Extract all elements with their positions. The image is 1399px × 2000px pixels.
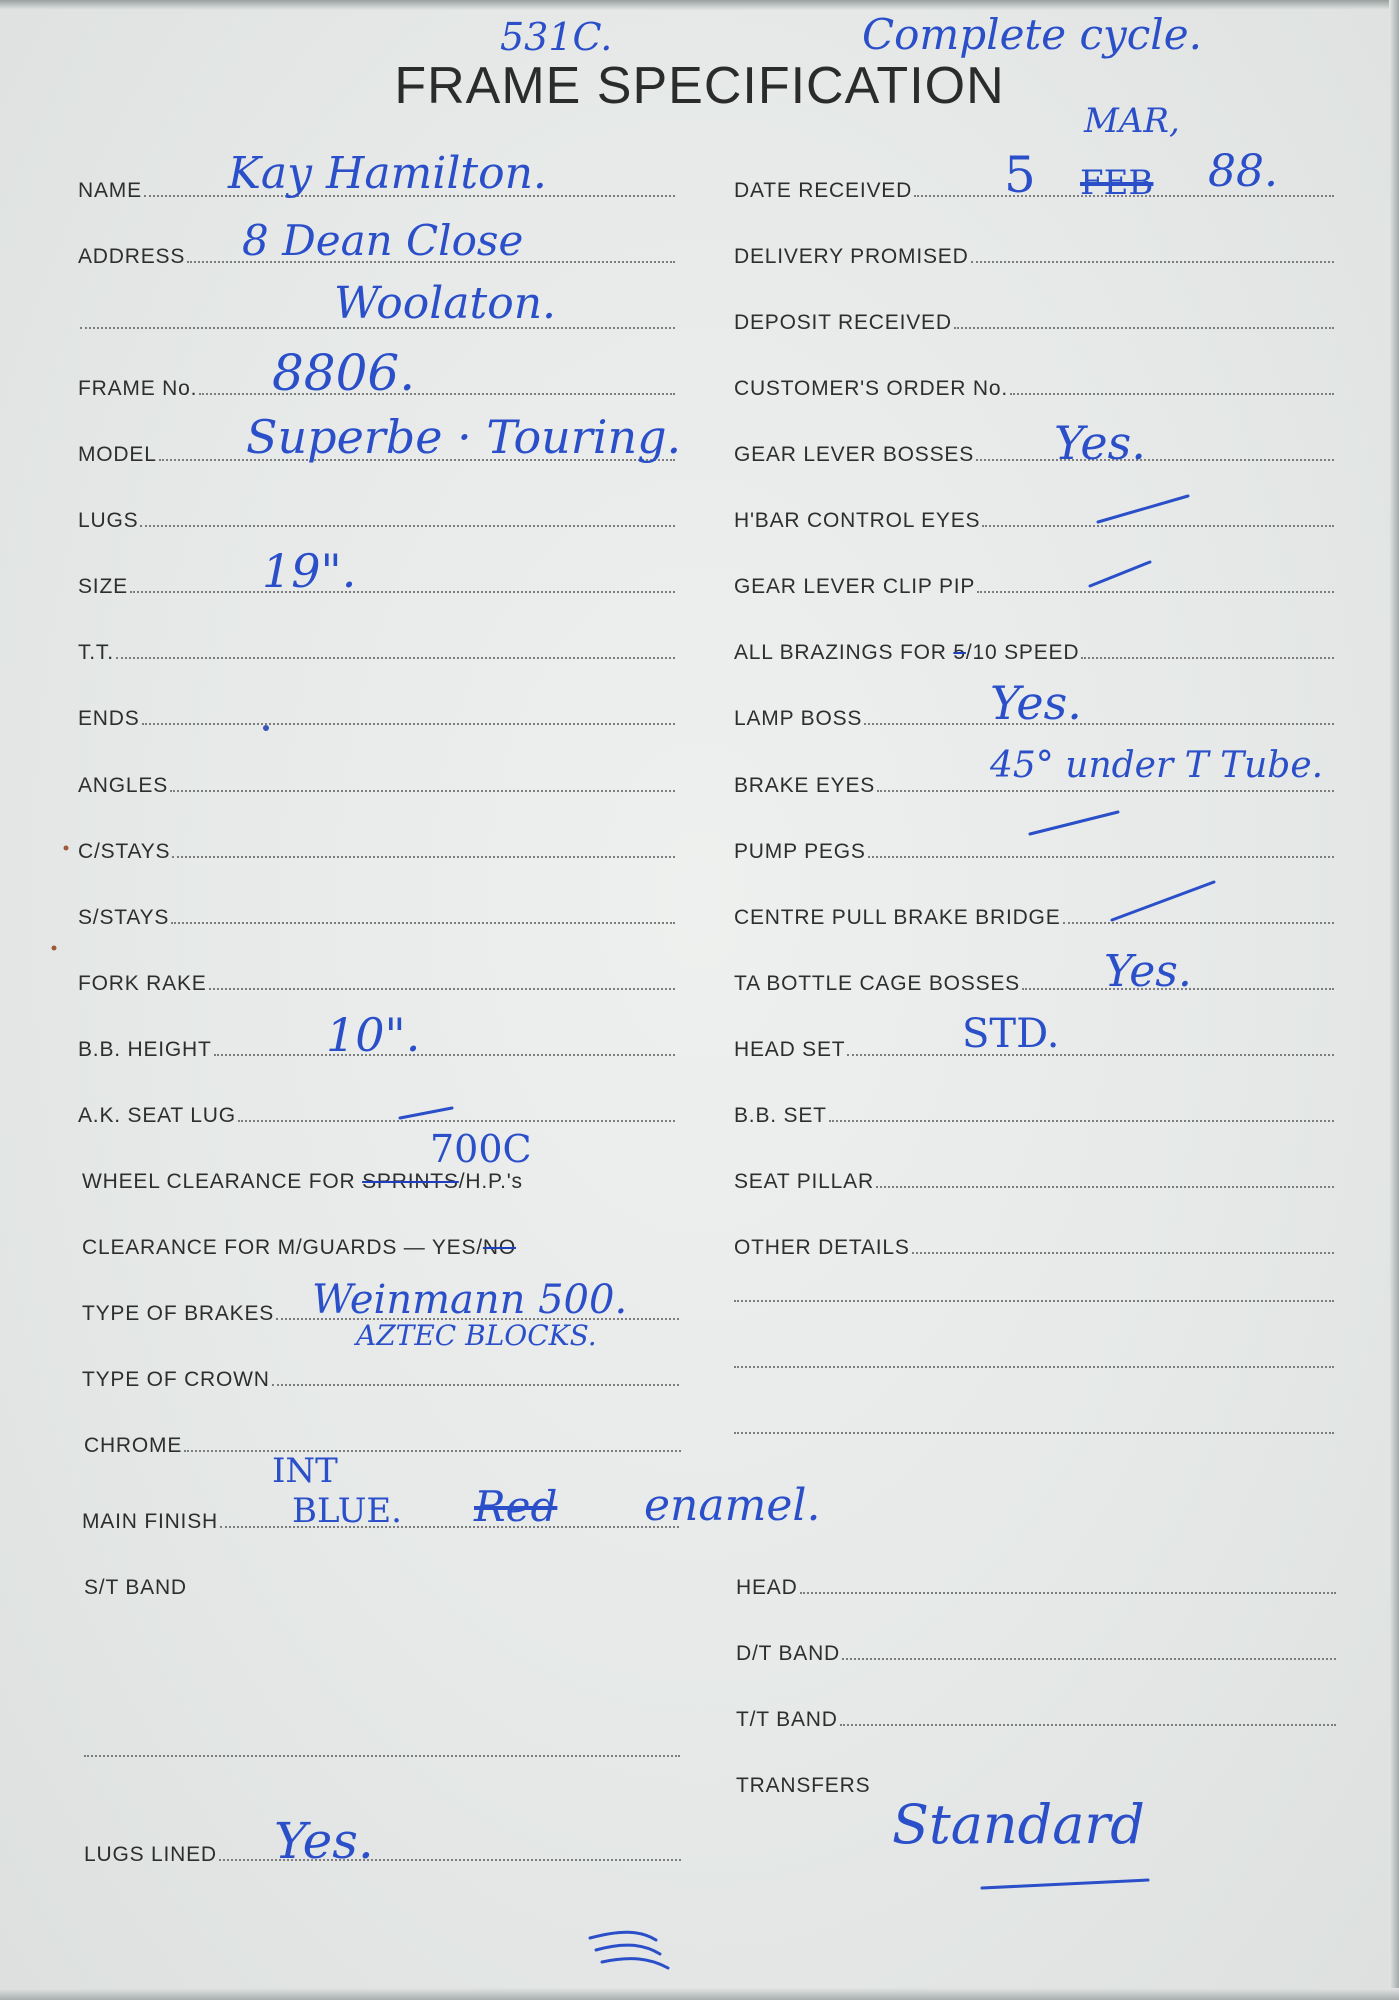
- field-st-band: S/T BAND: [84, 1576, 187, 1599]
- field-lamp-boss: LAMP BOSS: [734, 700, 1334, 730]
- field-c-stays: C/STAYS: [78, 833, 675, 863]
- field-bb-height: B.B. HEIGHT: [78, 1031, 675, 1061]
- field-centre-pull-brake-bridge: CENTRE PULL BRAKE BRIDGE: [734, 899, 1334, 929]
- hw-ref-number: 531C.: [500, 15, 613, 59]
- field-delivery-promised: DELIVERY PROMISED: [734, 238, 1334, 268]
- field-mguards-clearance: CLEARANCE FOR M/GUARDS — YES/NO: [82, 1236, 516, 1259]
- field-main-finish: MAIN FINISH: [82, 1503, 679, 1533]
- field-ak-seat-lug: A.K. SEAT LUG: [78, 1097, 675, 1127]
- hw-bb-height: 10".: [326, 1008, 421, 1062]
- field-other-details: OTHER DETAILS: [734, 1229, 1334, 1259]
- field-address: ADDRESS: [78, 238, 675, 268]
- form-title: FRAME SPECIFICATION: [394, 57, 1005, 115]
- field-brake-eyes: BRAKE EYES: [734, 767, 1334, 797]
- field-s-stays: S/STAYS: [78, 899, 675, 929]
- field-wheel-clearance: WHEEL CLEARANCE FOR SPRINTS/H.P.'s: [82, 1170, 523, 1193]
- field-seat-pillar: SEAT PILLAR: [734, 1163, 1334, 1193]
- field-chrome: CHROME: [84, 1427, 681, 1457]
- hw-brakes-model: Weinmann 500.: [312, 1277, 628, 1323]
- field-fork-rake: FORK RAKE: [78, 965, 675, 995]
- field-dt-band: D/T BAND: [736, 1635, 1336, 1665]
- field-type-of-crown: TYPE OF CROWN: [82, 1361, 679, 1391]
- hw-date-month: MAR,: [1084, 101, 1180, 141]
- hw-finish-int: INT: [272, 1451, 338, 1491]
- hw-finish-enamel: enamel.: [644, 1480, 821, 1531]
- field-lugs-lined: LUGS LINED: [84, 1836, 681, 1866]
- field-angles: ANGLES: [78, 767, 675, 797]
- hw-address-line2: Woolaton.: [334, 278, 557, 329]
- hw-name: Kay Hamilton.: [228, 148, 547, 199]
- hw-complete-cycle: Complete cycle.: [862, 10, 1202, 59]
- field-lugs: LUGS: [78, 502, 675, 532]
- field-type-of-brakes: TYPE OF BRAKES: [82, 1295, 679, 1325]
- field-customers-order-no: CUSTOMER'S ORDER No.: [734, 370, 1334, 400]
- hw-bottle-cage-bosses: Yes.: [1104, 946, 1192, 997]
- field-date-received: DATE RECEIVED: [734, 172, 1334, 202]
- field-pump-pegs: PUMP PEGS: [734, 833, 1334, 863]
- hw-model: Superbe · Touring.: [246, 410, 682, 464]
- hw-transfers: Standard: [892, 1793, 1145, 1856]
- hw-address-line1: 8 Dean Close: [242, 216, 524, 265]
- field-size: SIZE: [78, 568, 675, 598]
- hw-finish-struck: Red: [474, 1482, 558, 1531]
- hw-wheel-size: 700C: [430, 1127, 532, 1171]
- field-gear-lever-bosses: GEAR LEVER BOSSES: [734, 436, 1334, 466]
- hw-head-set: STD.: [962, 1011, 1060, 1057]
- hw-brake-eyes: 45° under T Tube.: [990, 745, 1324, 786]
- field-head-set: HEAD SET: [734, 1031, 1334, 1061]
- field-name: NAME: [78, 172, 675, 202]
- hw-lugs-lined: Yes.: [274, 1812, 374, 1870]
- hw-gear-lever-bosses: Yes.: [1054, 416, 1146, 470]
- field-bb-set: B.B. SET: [734, 1097, 1334, 1127]
- field-head: HEAD: [736, 1569, 1336, 1599]
- hw-size: 19".: [262, 544, 357, 598]
- hw-date-struck-month: FEB: [1080, 163, 1154, 203]
- hw-frame-no: 8806.: [272, 344, 416, 402]
- field-ta-bottle-cage-bosses: TA BOTTLE CAGE BOSSES: [734, 965, 1334, 995]
- hw-lamp-boss: Yes.: [990, 676, 1082, 730]
- hw-date-year: 88.: [1208, 146, 1278, 197]
- field-tt-band: T/T BAND: [736, 1701, 1336, 1731]
- hw-finish-blue: BLUE.: [292, 1491, 402, 1531]
- field-all-brazings: ALL BRAZINGS FOR 5/10 SPEED: [734, 634, 1334, 664]
- field-gear-lever-clip-pip: GEAR LEVER CLIP PIP: [734, 568, 1334, 598]
- field-model: MODEL: [78, 436, 675, 466]
- field-deposit-received: DEPOSIT RECEIVED: [734, 304, 1334, 334]
- field-ends: ENDS: [78, 700, 675, 730]
- field-transfers: TRANSFERS: [736, 1774, 871, 1797]
- field-hbar-control-eyes: H'BAR CONTROL EYES: [734, 502, 1334, 532]
- field-tt: T.T.: [78, 634, 675, 664]
- hw-brakes-blocks: AZTEC BLOCKS.: [356, 1319, 597, 1352]
- hw-date-day: 5: [1004, 146, 1036, 204]
- field-frame-no: FRAME No.: [78, 370, 675, 400]
